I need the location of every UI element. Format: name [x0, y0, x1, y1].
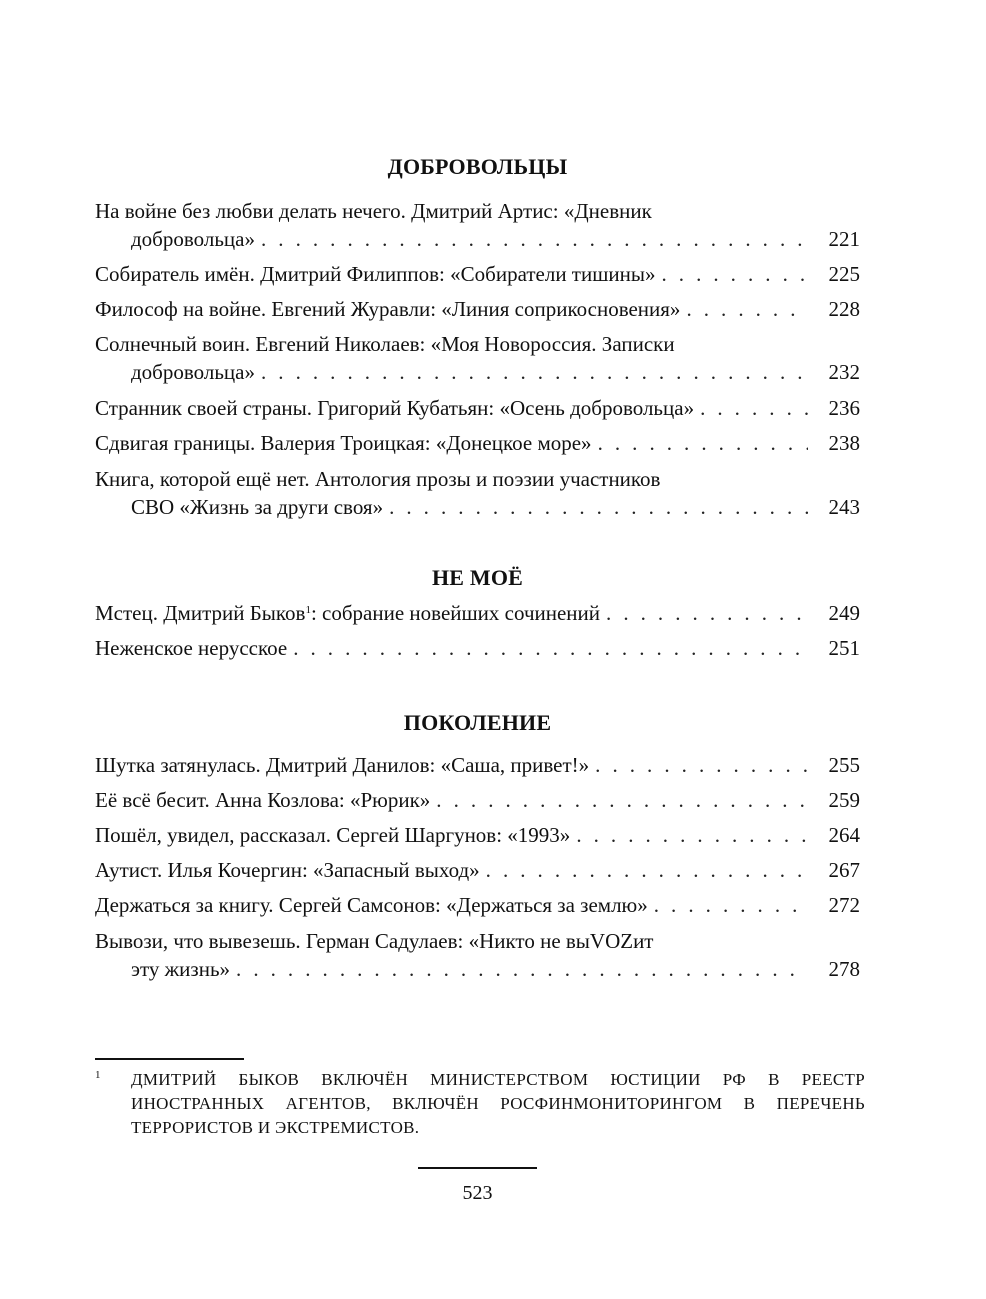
- entry-page: 228: [828, 297, 860, 321]
- entry-title: Странник своей страны. Григорий Кубатьян: «Осень добровольца»: [95, 396, 695, 420]
- entry-page: 259: [828, 788, 860, 812]
- section-title-generation: ПОКОЛЕНИЕ: [403, 710, 552, 735]
- toc-entry: [95, 429, 860, 457]
- dot-leader: [654, 891, 808, 919]
- toc-page: [95, 0, 865, 1299]
- dot-leader: [576, 821, 808, 849]
- dot-leader: [686, 295, 808, 323]
- entry-title-cont: СВО «Жизнь за други своя»: [131, 495, 384, 519]
- toc-entry: [95, 465, 860, 521]
- entry-title: Солнечный воин. Евгений Николаев: «Моя Новороссия. Записки: [95, 332, 675, 356]
- entry-page: 236: [828, 396, 860, 420]
- dot-leader: [293, 634, 808, 662]
- entry-title: Философ на войне. Евгений Журавли: «Линия соприкосновения»: [95, 297, 681, 321]
- toc-entry: [95, 394, 860, 422]
- entry-page: 243: [828, 495, 860, 519]
- entry-page: 221: [828, 227, 860, 251]
- toc-entry: [95, 330, 860, 386]
- footnote-mark: 1: [95, 1069, 101, 1081]
- dot-leader: [261, 358, 808, 386]
- toc-entry: [95, 821, 860, 849]
- entry-page: 251: [828, 636, 860, 660]
- dot-leader: [595, 751, 808, 779]
- dot-leader: [389, 493, 808, 521]
- toc-entry: [95, 260, 860, 288]
- dot-leader: [606, 599, 808, 627]
- entry-title: Собиратель имён. Дмитрий Филиппов: «Собиратели тишины»: [95, 262, 656, 286]
- entry-page: 255: [828, 753, 860, 777]
- entry-title: Вывози, что вывезешь. Герман Садулаев: «Никто не выVOZит: [95, 929, 654, 953]
- entry-page: 238: [828, 431, 860, 455]
- entry-title: Сдвигая границы. Валерия Троицкая: «Донецкое море»: [95, 431, 592, 455]
- entry-page: 278: [828, 957, 860, 981]
- footnote-rule: [95, 1058, 244, 1060]
- footnote: [95, 1068, 865, 1140]
- entry-page: 225: [828, 262, 860, 286]
- toc-entry: [95, 599, 860, 627]
- toc-entry: [95, 751, 860, 779]
- entry-title: Шутка затянулась. Дмитрий Данилов: «Саша, привет!»: [95, 753, 590, 777]
- dot-leader: [236, 955, 808, 983]
- dot-leader: [700, 394, 808, 422]
- entry-title: Пошёл, увидел, рассказал. Сергей Шаргунов: «1993»: [95, 823, 571, 847]
- section-title-not-mine: НЕ МОЁ: [431, 565, 524, 590]
- entry-title: Книга, которой ещё нет. Антология прозы и поэзии участников: [95, 467, 661, 491]
- page-number: 523: [462, 1182, 493, 1204]
- entry-page: 249: [828, 601, 860, 625]
- entry-title: Мстец. Дмитрий Быков$^1$: собрание новейших сочинений: [95, 601, 601, 625]
- dot-leader: [436, 786, 808, 814]
- entry-title: Держаться за книгу. Сергей Самсонов: «Держаться за землю»: [95, 893, 648, 917]
- entry-title: Её всё бесит. Анна Козлова: «Рюрик»: [95, 788, 431, 812]
- dot-leader: [486, 856, 808, 884]
- dot-leader: [661, 260, 808, 288]
- entry-title-cont: эту жизнь»: [131, 957, 231, 981]
- toc-entry: [95, 786, 860, 814]
- entry-page: 272: [828, 893, 860, 917]
- toc-entry: [95, 856, 860, 884]
- entry-page: 264: [828, 823, 860, 847]
- toc-entry: [95, 197, 860, 253]
- entry-title: Неженское нерусское: [95, 636, 288, 660]
- footnote-text: ДМИТРИЙ БЫКОВ ВКЛЮЧЁН МИНИСТЕРСТВОМ ЮСТИЦИИ РФ В РЕЕСТР ИНОСТРАННЫХ АГЕНТОВ, ВКЛЮЧЁН РОСФИНМОНИТОРИНГОМ В ПЕРЕЧЕНЬ ТЕРРОРИСТОВ И ЭКСТРЕМИСТОВ.: [131, 1070, 865, 1137]
- entry-page: 267: [828, 858, 860, 882]
- entry-title: На войне без любви делать нечего. Дмитрий Артис: «Дневник: [95, 199, 652, 223]
- footnote-ref[interactable]: 1: [305, 604, 311, 616]
- section-title-volunteers: ДОБРОВОЛЬЦЫ: [387, 154, 568, 179]
- toc-entry: [95, 891, 860, 919]
- entry-page: 232: [828, 360, 860, 384]
- page-number-rule: [418, 1167, 537, 1169]
- toc-entry: [95, 634, 860, 662]
- entry-title-cont: добровольца»: [131, 360, 255, 384]
- dot-leader: [261, 225, 808, 253]
- dot-leader: [598, 429, 808, 457]
- toc-entry: [95, 295, 860, 323]
- entry-title-cont: добровольца»: [131, 227, 255, 251]
- toc-entry: [95, 927, 860, 983]
- entry-title: Аутист. Илья Кочергин: «Запасный выход»: [95, 858, 480, 882]
